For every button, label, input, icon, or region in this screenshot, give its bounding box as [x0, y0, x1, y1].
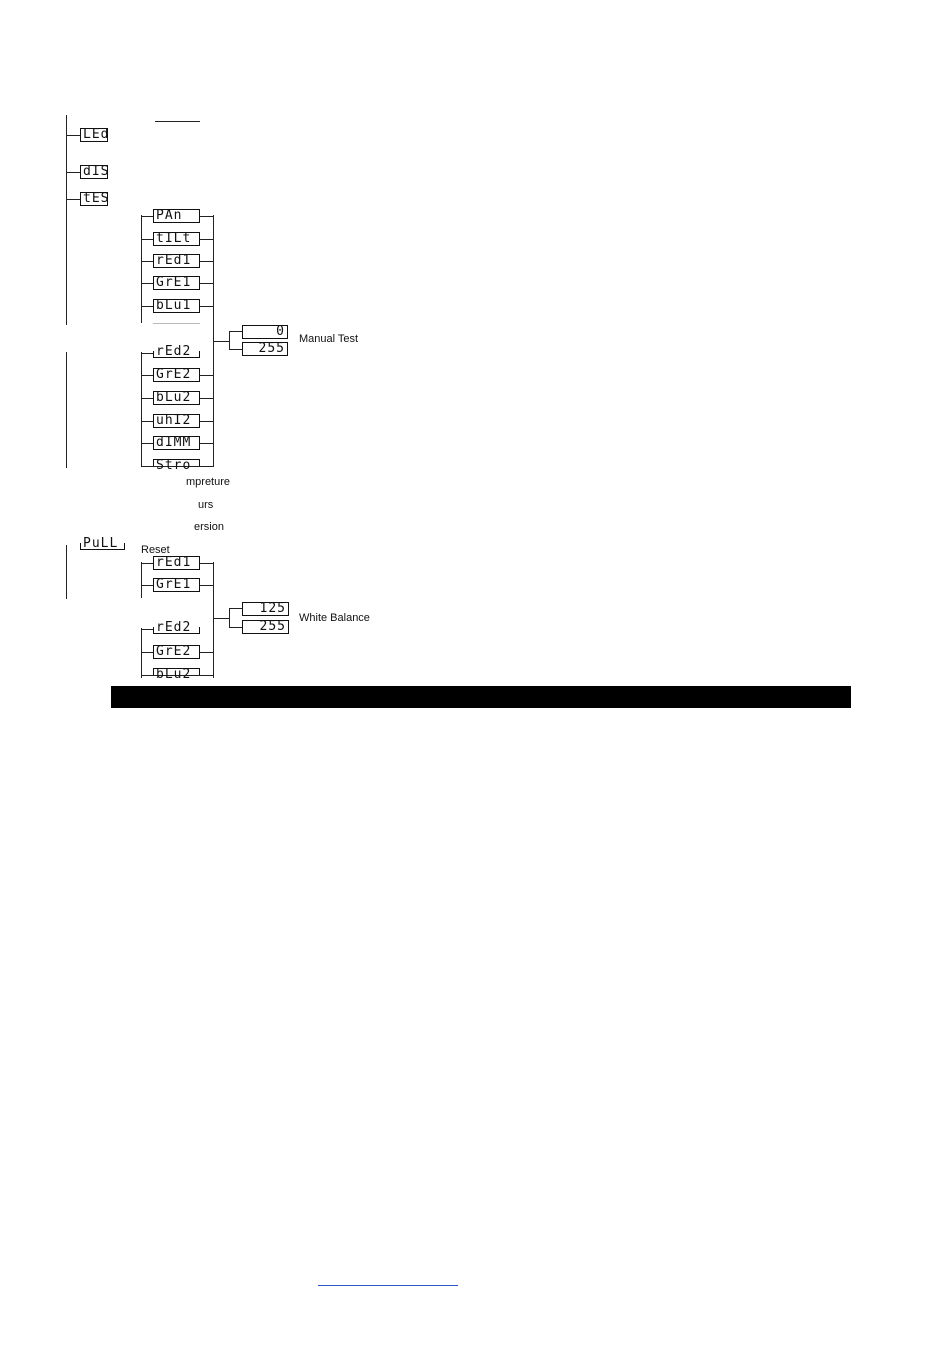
test-channel-bracket-left-lower [141, 352, 142, 467]
manual-test-max-value[interactable]: 255 [242, 342, 288, 356]
channel-connector-red2 [141, 353, 153, 354]
test-channel-tilt[interactable]: tILt [153, 232, 200, 246]
test-channel-strobe[interactable]: Stro [153, 459, 200, 466]
wb-range-connector-max [229, 627, 242, 628]
section-header-bar [111, 686, 851, 708]
manual-test-connector [213, 341, 229, 342]
wb-channel-green2[interactable]: GrE2 [153, 645, 200, 659]
branch-tes [66, 199, 80, 200]
manual-test-min-value[interactable]: 0 [242, 325, 288, 339]
top-edge-line [155, 121, 200, 122]
wb-channel-red1[interactable]: rEd1 [153, 556, 200, 570]
main-trunk-line-tail [66, 545, 67, 599]
wb-channel-blue2[interactable]: bLu2 [153, 668, 200, 675]
reset-label: Reset [141, 544, 170, 556]
test-channel-dimmer[interactable]: dIMM [153, 436, 200, 450]
test-channel-blue2[interactable]: bLu2 [153, 391, 200, 405]
manual-test-label: Manual Test [299, 333, 359, 345]
temperature-label-partial: mpreture [186, 476, 231, 488]
test-channel-pan[interactable]: PAn [153, 209, 200, 223]
wb-bracket-left-upper [141, 562, 142, 598]
hours-label-partial: urs [198, 499, 214, 511]
wb-range-bracket [229, 608, 230, 628]
main-trunk-line-top [66, 115, 67, 325]
test-channel-green2[interactable]: GrE2 [153, 368, 200, 382]
branch-dis [66, 172, 80, 173]
branch-led [66, 135, 80, 136]
menu-item-led[interactable]: LEd [80, 128, 108, 142]
main-trunk-line-bottom [66, 352, 67, 468]
range-connector-min [229, 331, 242, 332]
wb-range-connector [213, 618, 229, 619]
wb-bracket-left-lower [141, 628, 142, 678]
test-channel-blue1[interactable]: bLu1 [153, 299, 200, 313]
range-connector-max [229, 349, 242, 350]
wb-bracket-right [213, 562, 214, 678]
menu-item-pull-partial[interactable]: PuLL [80, 543, 125, 550]
footer-link-underline[interactable] [318, 1276, 458, 1286]
white-balance-label: White Balance [299, 612, 370, 624]
wb-range-connector-min [229, 608, 242, 609]
wb-connector-red2 [141, 629, 153, 630]
version-label-partial: ersion [194, 521, 224, 533]
menu-item-dis[interactable]: dIS [80, 165, 108, 179]
wb-max-value[interactable]: 255 [242, 620, 289, 634]
test-channel-red1[interactable]: rEd1 [153, 254, 200, 268]
wb-min-value[interactable]: 125 [242, 602, 289, 616]
test-channel-red2[interactable]: rEd2 [153, 351, 200, 358]
menu-item-tes[interactable]: tES [80, 192, 108, 206]
wb-channel-green1[interactable]: GrE1 [153, 578, 200, 592]
test-channel-white2[interactable]: uhI2 [153, 414, 200, 428]
manual-test-range-bracket [229, 331, 230, 350]
channel-cut-line [153, 323, 200, 324]
wb-channel-red2[interactable]: rEd2 [153, 627, 200, 634]
test-channel-green1[interactable]: GrE1 [153, 276, 200, 290]
